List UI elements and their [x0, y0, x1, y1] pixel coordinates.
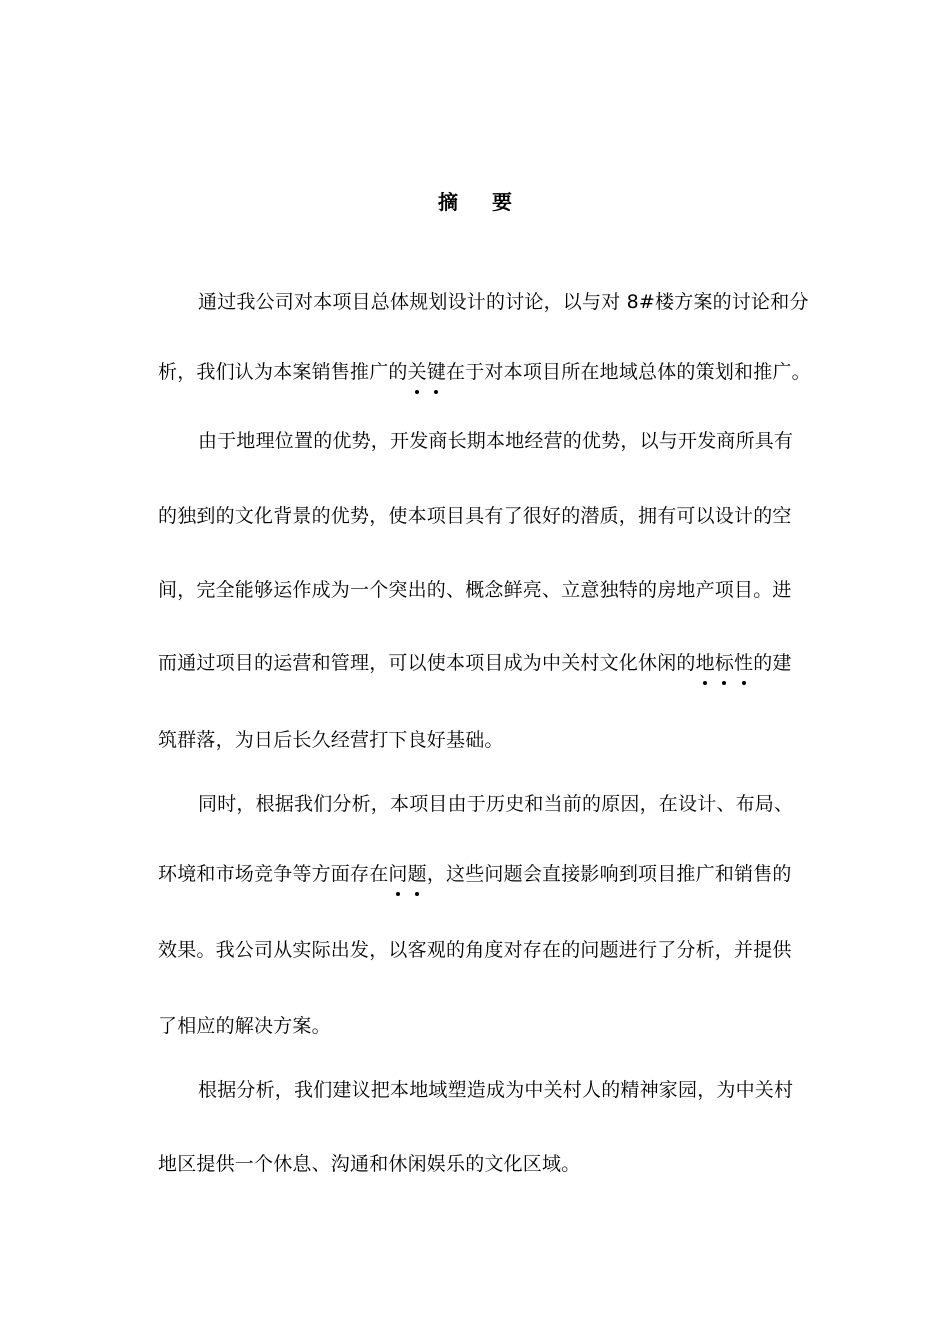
line-text: 通过我公司对本项目总体规划设计的讨论，以与对 8#楼方案的讨论和分 [198, 291, 809, 313]
line-text: 的建 [753, 652, 792, 674]
paragraph-2-line-2 [158, 503, 818, 529]
emphasis-dot-char: 键 [426, 361, 447, 383]
line-text: 析，我们认为本案销售推广的 [158, 361, 408, 383]
paragraph-4-line-2 [158, 1151, 818, 1177]
emphasis-dot-char: 问 [388, 863, 408, 885]
paragraph-2-line-1 [158, 428, 858, 454]
line-text: 间，完全能够运作成为一个突出的、概念鲜亮、立意独特的房地产项目。进 [158, 579, 792, 601]
line-text: 由于地理位置的优势，开发商长期本地经营的优势，以与开发商所具有 [198, 430, 794, 452]
emphasis-dot-char: 性 [734, 652, 754, 674]
paragraph-1-line-1 [158, 289, 858, 315]
line-text: 而通过项目的运营和管理，可以使本项目成为中关村文化休闲的 [158, 652, 696, 674]
paragraph-1-line-2 [158, 359, 818, 385]
paragraph-3-line-3 [158, 937, 818, 963]
paragraph-2-line-3 [158, 577, 818, 603]
title-char-1: 摘 [438, 190, 458, 214]
line-text: 根据分析，我们建议把本地域塑造成为中关村人的精神家园，为中关村 [198, 1079, 794, 1101]
line-text: 同时，根据我们分析，本项目由于历史和当前的原因，在设计、布局、 [198, 793, 794, 815]
emphasis-dot-char: 题 [407, 863, 427, 885]
line-text: 地区提供一个休息、沟通和休闲娱乐的文化区域。 [158, 1153, 581, 1175]
line-text: 了相应的解决方案。 [158, 1015, 331, 1037]
paragraph-3-line-2 [158, 861, 818, 887]
paragraph-4-line-1 [158, 1077, 858, 1103]
line-text: 筑群落，为日后长久经营打下良好基础。 [158, 729, 504, 751]
emphasis-dot-char: 关 [407, 361, 427, 383]
line-text: 在于对本项目所在地域总体的策划和推广。 [446, 361, 811, 383]
emphasis-mark-text [696, 652, 754, 674]
paragraph-2-line-4 [158, 650, 818, 676]
line-text: 环境和市场竞争等方面存在 [158, 863, 389, 885]
paragraph-3-line-4 [158, 1013, 818, 1039]
paragraph-3-line-1 [158, 791, 858, 817]
line-text: ，这些问题会直接影响到项目推广和销售的 [426, 863, 792, 885]
line-text: 的独到的文化背景的优势，使本项目具有了很好的潜质，拥有可以设计的空 [158, 505, 792, 527]
emphasis-dot-char: 地 [695, 652, 715, 674]
paragraph-2-line-5 [158, 727, 818, 753]
emphasis-dot-char: 标 [714, 652, 735, 674]
emphasis-mark-text [408, 361, 446, 383]
title-char-2: 要 [492, 190, 512, 214]
emphasis-mark-text [388, 863, 426, 885]
line-text: 效果。我公司从实际出发，以客观的角度对存在的问题进行了分析，并提供 [158, 939, 792, 961]
page-title [0, 188, 950, 216]
